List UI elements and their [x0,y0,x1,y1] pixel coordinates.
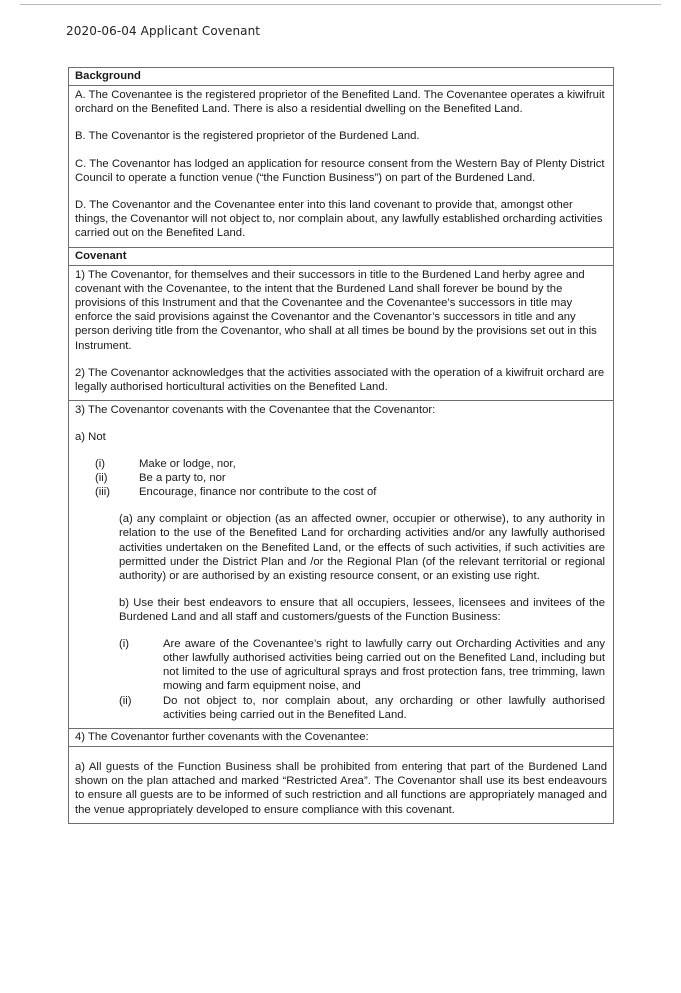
clause-4-paragraph-a: a) All guests of the Function Business shall be prohibited from entering that part of the Burdened Land shown on the plan attached and marked “Restricted Area”. The Covenantor shall use its best endeavours to ensure all guests are to be informed of such restriction and all functions are appropriately managed and the venue appropriately developed to ensure compliance with this covenant. [75,760,607,816]
top-divider [20,4,661,5]
covenant-document-table [68,67,614,824]
background-body [69,85,613,247]
clause-3-b-list [119,637,605,722]
clause-3-a-label: a) Not [75,431,106,444]
covenant-heading: Covenant [75,249,127,262]
clause-3-intro: 3) The Covenantor covenants with the Covenantee that the Covenantor: [75,404,436,417]
clause-4-body [69,746,613,823]
clause-3-a-list [75,457,607,500]
clause-4-intro: 4) The Covenantor further covenants with the Covenantee: [75,730,369,743]
list-item [75,471,607,485]
list-item-number: (ii) [95,471,108,484]
clause-4-section [69,728,613,823]
background-paragraph-a: A. The Covenantee is the registered proprietor of the Benefited Land. The Covenantee operates a kiwifruit orchard on the Benefited Land. There is also a residential dwelling on the Benefited Land. [75,89,605,116]
document-header-title: 2020-06-04 Applicant Covenant [66,24,261,38]
list-item-text: Make or lodge, nor, [139,457,236,470]
clause-3-body [69,401,613,728]
covenant-paragraph-1: 1) The Covenantor, for themselves and their successors in title to the Burdened Land herby agree and covenant with the Covenantee, to the intent that the Burdened Land shall forever be bound by the provisions of this Instrument and that the Covenantee and the Covenantee’s successors in title may enforce the said provisions against the Covenantor and the Covenantor’s successors in title and any person deriving title from the Covenantor, who shall at all times be bound by the provisions set out in this Instrument. [75,268,597,352]
background-paragraph-c: C. The Covenantor has lodged an application for resource consent from the Western Bay of Plenty District Council to operate a function venue (“the Function Business”) on part of the Burdened Land. [75,157,605,184]
list-item-number: (i) [119,637,130,650]
clause-3-indented-block [75,512,607,722]
list-item-number: (i) [95,457,106,470]
background-section [69,68,613,247]
background-heading: Background [75,70,141,82]
list-item-text: Encourage, finance nor contribute to the cost of [139,486,377,499]
list-item-text: Do not object to, nor complain about, any orcharding or other lawfully authorised activities being carried out in the Benefited Land. [163,694,605,721]
list-item-text: Be a party to, nor [139,471,226,484]
clause-3-paragraph-b: b) Use their best endeavors to ensure that all occupiers, lessees, licensees and invitees of the Burdened Land and all staff and customers/guests of the Function Business: [119,597,605,624]
list-item [75,457,607,471]
clause-3-section [69,400,613,728]
clause-3-paragraph-a: (a) any complaint or objection (as an affected owner, occupier or otherwise), to any authority in relation to the use of the Benefited Land for orcharding activities and/or any lawfully authorised activities undertaken on the Benefited Land, or the effects of such activities, if such activities are permitted under the District Plan and /or the Regional Plan (of the relevant territorial or regional authority) or are authorised by an existing resource consent, or an existing use right. [119,513,605,583]
background-paragraph-b: B. The Covenantor is the registered proprietor of the Burdened Land. [75,130,420,143]
covenant-body [69,265,613,401]
covenant-section [69,247,613,401]
list-item [75,485,607,499]
list-item-text: Are aware of the Covenantee’s right to lawfully carry out Orcharding Activities and any other lawfully authorised activities being carried out on the Benefited Land, including but not limited to the use of agricultural sprays and frost protection fans, tree trimming, lawn mowing and farm equipment noise, and [163,637,605,693]
list-item [119,694,605,722]
background-paragraph-d: D. The Covenantor and the Covenantee enter into this land covenant to provide that, amongst other things, the Covenantor will not object to, nor complain about, any lawfully established orcharding activities carried out on the Benefited Land. [75,199,603,240]
list-item [119,637,605,694]
list-item-number: (iii) [95,486,111,499]
list-item-number: (ii) [119,694,132,707]
covenant-paragraph-2: 2) The Covenantor acknowledges that the activities associated with the operation of a kiwifruit orchard are legally authorised horticultural activities on the Benefited Land. [75,366,605,394]
